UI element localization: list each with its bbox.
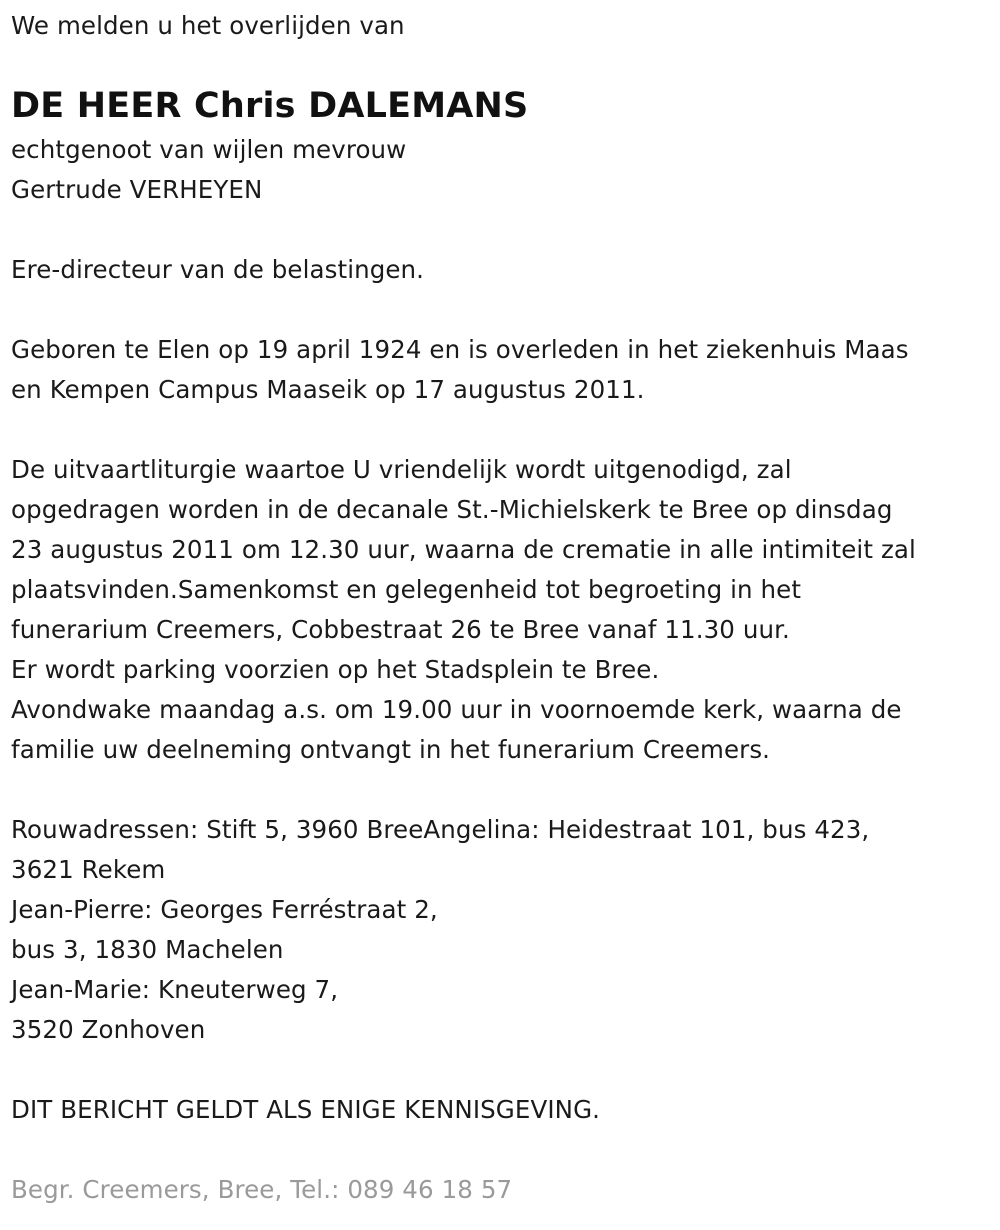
spacer: [11, 210, 990, 250]
spacer: [11, 290, 990, 330]
title-text: Ere-directeur van de belastingen.: [11, 255, 425, 284]
spacer: [11, 1050, 990, 1090]
address-line: Rouwadressen: Stift 5, 3960 BreeAngelina: Heidestraat 101, bus 423,: [11, 815, 870, 844]
spouse-line: echtgenoot van wijlen mevrouw: [11, 135, 407, 164]
intro-text: We melden u het overlijden van: [11, 11, 405, 40]
spacer: [11, 410, 990, 450]
funeral-line: opgedragen worden in de decanale St.-Michielskerk te Bree op dinsdag: [11, 495, 893, 524]
funeral-line: Avondwake maandag a.s. om 19.00 uur in voornoemde kerk, waarna de: [11, 695, 902, 724]
address-line: Jean-Marie: Kneuterweg 7,: [11, 975, 339, 1004]
birth-death-block: [11, 330, 990, 410]
birth-death-line: Geboren te Elen op 19 april 1924 en is overleden in het ziekenhuis Maas: [11, 335, 909, 364]
addresses-block: [11, 810, 990, 1050]
address-line: bus 3, 1830 Machelen: [11, 935, 284, 964]
address-line: Jean-Pierre: Georges Ferréstraat 2,: [11, 895, 438, 924]
funeral-line: familie uw deelneming ontvangt in het funerarium Creemers.: [11, 735, 771, 764]
funeral-block: [11, 450, 990, 770]
funeral-line: plaatsvinden.Samenkomst en gelegenheid tot begroeting in het: [11, 575, 802, 604]
spacer: [11, 1130, 990, 1170]
birth-death-line: en Kempen Campus Maaseik op 17 augustus 2011.: [11, 375, 645, 404]
funeral-line: De uitvaartliturgie waartoe U vriendelijk wordt uitgenodigd, zal: [11, 455, 792, 484]
spouse-block: [11, 130, 990, 210]
footer-text: Begr. Creemers, Bree, Tel.: 089 46 18 57: [11, 1175, 513, 1204]
funeral-line: Er wordt parking voorzien op het Stadsplein te Bree.: [11, 655, 660, 684]
funeral-line: 23 augustus 2011 om 12.30 uur, waarna de crematie in alle intimiteit zal: [11, 535, 916, 564]
notice-text: DIT BERICHT GELDT ALS ENIGE KENNISGEVING.: [11, 1095, 601, 1124]
address-line: 3520 Zonhoven: [11, 1015, 206, 1044]
spouse-line: Gertrude VERHEYEN: [11, 175, 263, 204]
spacer: [11, 770, 990, 810]
deceased-name: DE HEER Chris DALEMANS: [11, 86, 529, 126]
address-line: 3621 Rekem: [11, 855, 166, 884]
funeral-line: funerarium Creemers, Cobbestraat 26 te Bree vanaf 11.30 uur.: [11, 615, 790, 644]
